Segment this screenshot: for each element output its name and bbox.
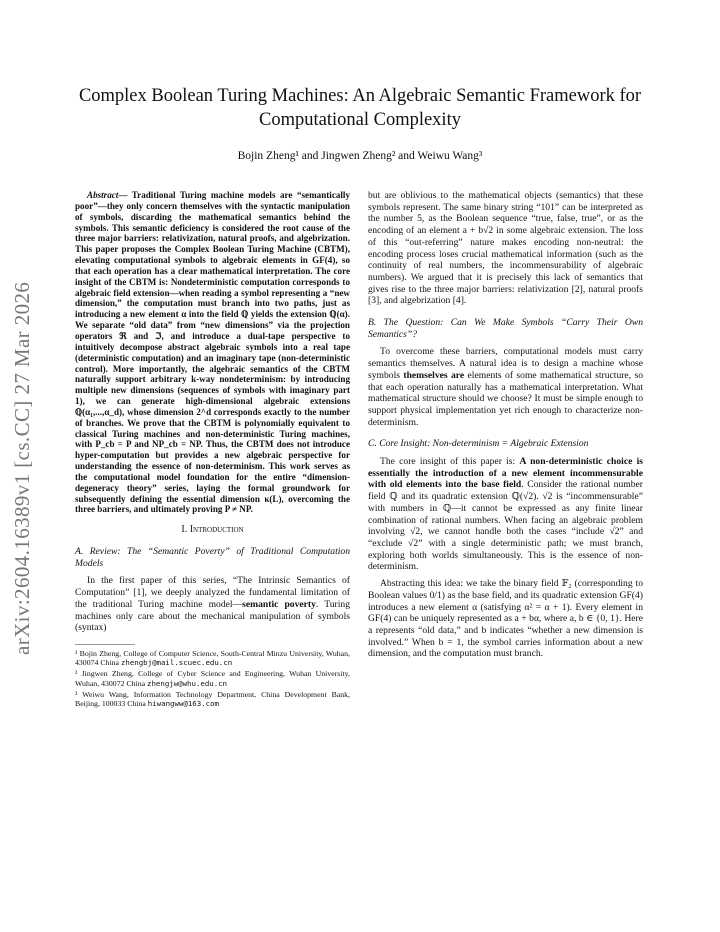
abstract-lead: Abstract: [87, 190, 119, 200]
author-list: Bojin Zheng¹ and Jingwen Zheng² and Weiwu Wang³: [237, 150, 483, 162]
abstract-text: — Traditional Turing machine models are “semantically poor”—they only concern themselves with the syntactic manipulation of symbols, discarding the mathematical semantics behind the symbols. This semantic deficiency is considered the root cause of the three major barriers: relativization, natural proofs, and algebrization. This paper proposes the Complex Boolean Turing Machine (CBTM), elevating computational symbols to algebraic elements in GF(4), so that each operation has a clear mathematical interpretation. The core insight of the CBTM is: Nondeterministic computation corresponds to algebraic field extension—when reading a symbol representing a “new dimension,” the computation must branch into two paths, just as introducing a new element α into the field ℚ yields the extension ℚ(α). We separate “old data” from “new dimensions” via the projection operators ℜ and ℑ, and introduce a dual-tape perspective to intuitively decompose abstract algebraic symbols into a real tape (deterministic computation) and an imaginary tape (non-deterministic control). More importantly, the algebraic semantics of the CBTM naturally support arbitrary k-way nondeterminism: by introducing multiple new dimensions (sequences of symbols with imaginary part 1), we can generate high-dimensional algebraic extensions ℚ(α₁,...,α_d), whose dimension 2^d corresponds exactly to the number of branches. We prove that the CBTM is polynomially equivalent to classical Turing machines and non-deterministic Turing machines, with P_cb = P and NP_cb = NP. Thus, the CBTM does not introduce hyper-computation but provides a new algebraic perspective for understanding the essence of non-determinism. This work serves as the computational model foundation for the entire “dimension-degeneracy theory” series, laying the formal groundwork for subsequently defining the essential dimension κ(L), overcoming the three barriers, and ultimately proving P ≠ NP.: [75, 190, 350, 515]
paragraph-c: The core insight of this paper is: A non-deterministic choice is essentially the introduction of a new element incommensurable with old elements into the base field. Consider the rational number field ℚ and its quadratic extension ℚ(√2). √2 is “incommensurable” with numbers in ℚ—it cannot be expressed as any finite linear combination of rational numbers. When facing an algebraic problem involving √2, we cannot handle both the cases “include √2” and “exclude √2” with a single deterministic path; we must branch, exploring both worlds simultaneously. This is the essence of non-determinism.: [368, 456, 643, 573]
paragraph-b: To overcome these barriers, computational models must carry semantics themselves. A natural idea is to design a machine whose symbols themselves are elements of some mathematical structure, so that each operation naturally has a mathematical interpretation. What mathematical structure should we choose? It must be simple enough to support physical implementation yet rich enough to characterize non-determinism.: [368, 346, 644, 428]
left-column: [75, 190, 350, 710]
footnote-1: ¹ Bojin Zheng, College of Computer Science, South-Central Minzu University, Wuhan, 430074 China zhengbj@mail.scuec.edu.cn: [75, 648, 350, 668]
arxiv-stamp: arXiv:2604.16389v1 [cs.CC] 27 Mar 2026: [10, 281, 34, 655]
email-link-1[interactable]: zhengbj@mail.scuec.edu.cn: [120, 658, 233, 668]
core-insight-statement: A non-deterministic choice is essentially the introduction of a new element incommensurable with old elements into the base field: [368, 456, 643, 491]
section-heading-introduction: I. Introduction: [181, 524, 244, 536]
subsection-heading-b: B. The Question: Can We Make Symbols “Carry Their Own Semantics”?: [368, 317, 643, 340]
email-link-3[interactable]: hiwangww@163.com: [147, 698, 219, 708]
footnote-3: ³ Weiwu Wang, Information Technology Department, China Development Bank, Beijing, 100033 China hiwangww@163.com: [75, 689, 350, 708]
email-link-2[interactable]: zhengjw@whu.edu.cn: [147, 678, 228, 688]
footnote-2: ² Jingwen Zheng, College of Cyber Science and Engineering, Wuhan University, Wuhan, 430072 China zhengjw@whu.edu.cn: [75, 669, 350, 688]
paper-title: Complex Boolean Turing Machines: An Algebraic Semantic Framework for Computational Complexity: [78, 86, 642, 130]
footnote-rule: [75, 644, 135, 645]
right-column: [368, 190, 643, 665]
footnotes: [75, 649, 350, 708]
themselves-are-term: themselves are: [403, 369, 465, 381]
intro-paragraph-1: In the first paper of this series, “The Intrinsic Semantics of Computation” [1], we deeply analyzed the fundamental limitation of the traditional Turing machine model—semantic poverty. Turing machines only care about the mechanical manipulation of symbols (syntax): [75, 575, 351, 634]
subsection-heading-a: A. Review: The “Semantic Poverty” of Traditional Computation Models: [75, 546, 350, 569]
semantic-poverty-term: semantic poverty: [242, 598, 316, 610]
subsection-heading-c: C. Core Insight: Non-determinism = Algebraic Extension: [368, 438, 589, 450]
abstract: [75, 190, 350, 515]
continued-paragraph: but are oblivious to the mathematical objects (semantics) that these symbols represent. The same binary string “101” can be interpreted as the number 5, as the Boolean sequence “true, false, true”, or as the encoding of an element a + b√2 in some algebraic extension. The loss of this “out-referring” nature makes encoding non-neutral: the encoding process loses crucial mathematical information (such as the continuity of real numbers, the incommensurability of algebraic numbers). We argued that it is precisely this lack of semantics that gives rise to the three major barriers: relativization [2], natural proofs [3], and algebrization [4].: [368, 190, 643, 307]
paragraph-d: Abstracting this idea: we take the binary field 𝔽₂ (corresponding to Boolean values 0/1) as the base field, and its quadratic extension GF(4) introduces a new element α (satisfying α² = α + 1). Every element in GF(4) can be uniquely represented as a + bα, where a, b ∈ {0, 1}. Here a represents “old data,” and b indicates “whether a new dimension is involved.” When b = 1, the symbol carries information about a new dimension, and the computation must branch.: [368, 578, 643, 660]
